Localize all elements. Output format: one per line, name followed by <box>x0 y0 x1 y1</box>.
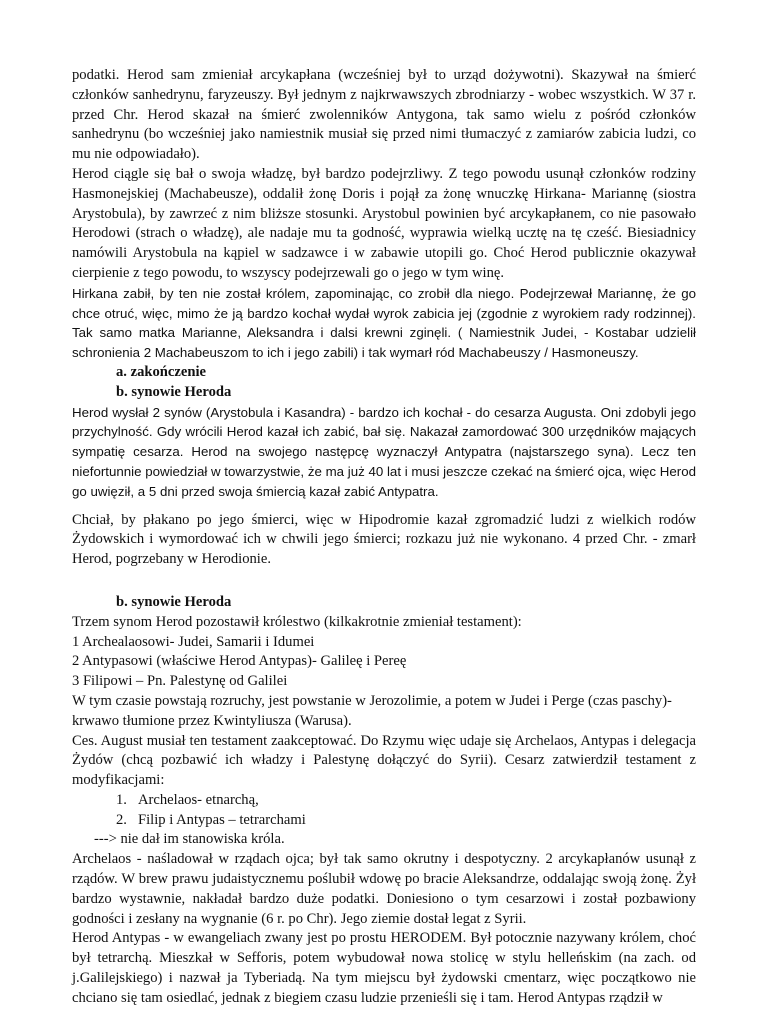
list-line-archelaos: 1 Archealaosowi- Judei, Samarii i Idumei <box>72 633 315 650</box>
heading-conclusion: a. zakończenie <box>116 363 206 380</box>
arrow-note: ---> nie dał im stanowiska króla. <box>94 831 285 848</box>
list-text: Filip i Antypas – tetrarchami <box>138 811 306 828</box>
list-item <box>116 811 696 831</box>
list-number: 1. <box>116 791 127 808</box>
paragraph-herod-high-priest: podatki. Herod sam zmieniał arcykapłana (wcześniej był to urząd dożywotni). Skazywał na śmierć członków sanhedrynu, faryzeuszy. Był jednym z najkrwawszych zbrodniarzy - wobec wszystkich. W 37 r. przed Chr. Herod skazał na śmierć zwolenników Antygona, tak samo wielu z pośród członków sanhedrynu (bo wcześniej jako namiestnik musiał się przed nimi tłumaczyć z zamiarów zabicia ludzi, co mu nie odpowiadało). <box>72 67 696 163</box>
paragraph-herod-antypas: Herod Antypas - w ewangeliach zwany jest po prostu HERODEM. Był potocznie nazywany królem, choć był tetrarchą. Mieszkał w Sefforis, potem wybudował nowa stolicę w stylu helleńskim (na zach. od j.Galilejskiego) i nazwał ja Tyberiadą. Na tym miejscu był żydowski cmentarz, więc początkowo nie chciano się tam osiedlać, jednak z biegiem czasu ludzie przenieśli się i tam. Herod Antypas rządził w <box>72 930 696 1006</box>
list-number: 2. <box>116 811 127 828</box>
heading-sons-of-herod-2: b. synowie Heroda <box>116 593 232 610</box>
paragraph-hirkan-marianne: Hirkana zabił, by ten nie został królem, zapominając, co zrobił dla niego. Podejrzewał Mariannę, że go chce otruć, więc, mimo że ją bardzo kochał wydał wyrok zabicia jej (zgodnie z wyrokiem rady rodzinnej). Tak samo matka Marianne, Aleksandra i dalsi krewni zginęli. ( Namiestnik Judei, - Kostabar udzielił schronienia 2 Machabeuszom to ich i jego zabili) i tak wymarł ród Machabeuszy / Hasmoneuszy. <box>72 285 696 361</box>
paragraph-death-of-herod: Chciał, by płakano po jego śmierci, więc w Hipodromie kazał zgromadzić ludzi z wielkich rodów Żydowskich i wymordować ich w chwili jego śmierci; rozkazu już nie wykonano. 4 przed Chr. - zmarł Herod, pogrzebany w Herodionie. <box>72 511 696 568</box>
paragraph-archelaos-rule: Archelaos - naśladował w rządach ojca; był tak samo okrutny i despotyczny. 2 arcykapłanów usunął z rządów. W brew prawu judaistycznemu poślubił wdowę po bracie Aleksandrze, oddalając swoją żonę. Żył bardzo wystawnie, nakładał bardzo duże podatki. Doniesiono o tym cesarzowi i został pozbawiony godności i zesłany na wygnanie (6 r. po Chr). Jego ziemie dostał legat z Syrii. <box>72 851 696 927</box>
paragraph-augustus-testament: Ces. August musiał ten testament zaakceptować. Do Rzymu więc udaje się Archelaos, Antypas i delegacja Żydów (chcą pozbawić ich władzy i Palestynę dołączyć do Syrii). Cesarz zatwierdził testament z modyfikacjami: <box>72 732 696 789</box>
list-text: Archelaos- etnarchą, <box>138 791 259 808</box>
list-item <box>116 791 696 811</box>
paragraph-kingdom-to-sons: Trzem synom Herod pozostawił królestwo (kilkakrotnie zmieniał testament): <box>72 613 522 630</box>
paragraph-uprisings: W tym czasie powstają rozruchy, jest powstanie w Jerozolimie, a potem w Judei i Perge (czas paschy)- krwawo tłumione przez Kwintyliusza (Warusa). <box>72 692 672 729</box>
heading-sons-of-herod: b. synowie Heroda <box>116 383 232 400</box>
paragraph-hasmoneans: Herod ciągle się bał o swoja władzę, był bardzo podejrzliwy. Z tego powodu usunął członków rodziny Hasmonejskiej (Machabeusze), oddalił żonę Doris i pojął za żonę wnuczkę Hirkana- Mariannę (siostra Arystobula), by zawrzeć z nim bliższe stosunki. Arystobul powinien być arcykapłanem, co nie pasowało Herodowi (strach o władzę), ale nadaje mu ta godność, wyprawia wielką ucztę na tę cześć. Biesiadnicy namówili Arystobula na kąpiel w sadzawce i w zabawie utopili go. Choć Herod publicznie okazywał cierpienie z tego powodu, to wszyscy podejrzewali go o jego w tym winę. <box>72 165 696 281</box>
list-line-antypas: 2 Antypasowi (właściwe Herod Antypas)- Galileę i Pereę <box>72 653 407 670</box>
numbered-list <box>72 791 696 831</box>
paragraph-sons-sent-to-augustus: Herod wysłał 2 synów (Arystobula i Kasandra) - bardzo ich kochał - do cesarza Augusta. Oni zdobyli jego przychylność. Gdy wrócili Herod kazał ich zabić, bał się. Nakazał zamordować 300 urzędników mających sympatię cesarza. Herod na swojego następcę wyznaczył Antypatra (najstarszego syna). Lecz ten niefortunnie powiedział w towarzystwie, że ma już 40 lat i musi jeszcze czekać na śmierć ojca, więc Herod go uwięził, a 5 dni przed swoja śmiercią kazał zabić Antypatra. <box>72 404 696 499</box>
document-page <box>72 66 696 1009</box>
list-line-filip: 3 Filipowi – Pn. Palestynę od Galilei <box>72 673 288 690</box>
